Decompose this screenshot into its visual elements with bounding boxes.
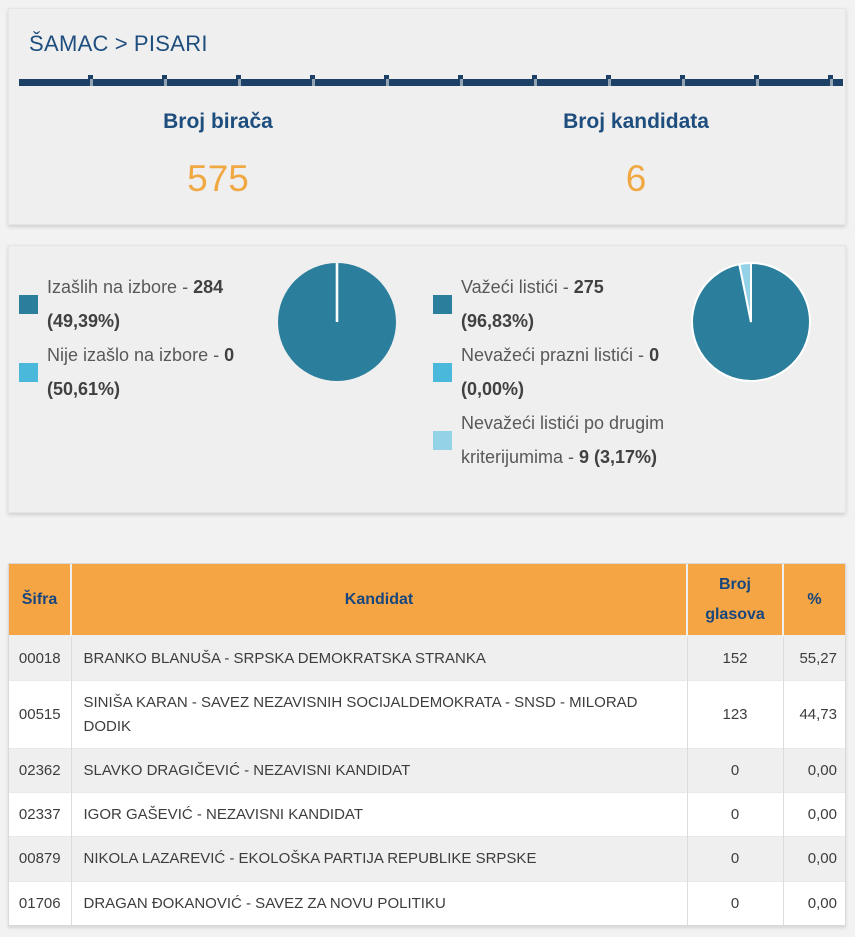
header-votes: Broj glasova: [687, 564, 783, 636]
legend-label: Nevažeći listići po drugim kriterijumima - 9 (3,17%): [461, 413, 665, 467]
table-row: [9, 636, 845, 681]
cell-votes: 0: [687, 748, 783, 792]
cell-code: 00879: [9, 837, 71, 881]
cell-candidate: BRANKO BLANUŠA - SRPSKA DEMOKRATSKA STRANKA: [71, 636, 687, 681]
cell-code: 00018: [9, 636, 71, 681]
stats-row: [9, 110, 845, 200]
cell-votes: 0: [687, 881, 783, 925]
legend-item[interactable]: [19, 338, 269, 406]
breadcrumb: [9, 9, 845, 69]
stat-candidates-value: 6: [625, 158, 647, 199]
table-row: [9, 793, 845, 837]
turnout-legend: [17, 258, 269, 406]
legend-item[interactable]: [433, 270, 683, 338]
table-row: [9, 837, 845, 881]
cell-candidate: SINIŠA KARAN - SAVEZ NEZAVISNIH SOCIJALDEMOKRATA - SNSD - MILORAD DODIK: [71, 681, 687, 749]
stat-voters: [9, 110, 427, 200]
header-code: Šifra: [9, 564, 71, 636]
table-row: [9, 681, 845, 749]
legend-item[interactable]: [433, 338, 683, 406]
cell-percent: 0,00: [783, 793, 845, 837]
legend-swatch: [19, 363, 38, 382]
table-header-row: [9, 564, 845, 636]
ballots-legend: [431, 258, 683, 474]
cell-code: 02337: [9, 793, 71, 837]
header-candidate: Kandidat: [71, 564, 687, 636]
breadcrumb-parent-link[interactable]: ŠAMAC: [29, 31, 109, 56]
cell-candidate: SLAVKO DRAGIČEVIĆ - NEZAVISNI KANDIDAT: [71, 748, 687, 792]
cell-percent: 0,00: [783, 881, 845, 925]
table-row: [9, 748, 845, 792]
stat-voters-label: Broj birača: [163, 110, 273, 133]
turnout-pie-chart[interactable]: [275, 260, 399, 384]
legend-label: Važeći listići - 275 (96,83%): [461, 277, 604, 331]
summary-card: [8, 8, 846, 225]
cell-percent: 0,00: [783, 748, 845, 792]
results-table: [9, 564, 845, 925]
cell-percent: 44,73: [783, 681, 845, 749]
legend-item[interactable]: [433, 406, 683, 474]
charts-card: [8, 245, 846, 513]
turnout-chart-panel: [17, 258, 431, 406]
legend-swatch: [433, 431, 452, 450]
breadcrumb-separator: >: [114, 31, 128, 56]
results-table-card: [8, 563, 846, 926]
stat-voters-value: 575: [187, 158, 249, 199]
legend-label: Nevažeći prazni listići - 0 (0,00%): [461, 345, 660, 399]
breadcrumb-current[interactable]: PISARI: [133, 31, 208, 56]
legend-swatch: [433, 295, 452, 314]
cell-code: 01706: [9, 881, 71, 925]
cell-candidate: IGOR GAŠEVIĆ - NEZAVISNI KANDIDAT: [71, 793, 687, 837]
cell-votes: 0: [687, 793, 783, 837]
cell-votes: 152: [687, 636, 783, 681]
cell-votes: 123: [687, 681, 783, 749]
ballots-chart-panel: [431, 258, 845, 474]
cell-code: 00515: [9, 681, 71, 749]
legend-swatch: [19, 295, 38, 314]
cell-votes: 0: [687, 837, 783, 881]
legend-swatch: [433, 363, 452, 382]
section-divider-bar: [19, 79, 843, 86]
stat-candidates: [427, 110, 845, 200]
legend-item[interactable]: [19, 270, 269, 338]
legend-label: Izašlih na izbore - 284 (49,39%): [47, 277, 224, 331]
cell-percent: 55,27: [783, 636, 845, 681]
legend-label: Nije izašlo na izbore - 0 (50,61%): [47, 345, 235, 399]
ballots-pie-chart[interactable]: [689, 260, 813, 384]
header-percent: %: [783, 564, 845, 636]
stat-candidates-label: Broj kandidata: [563, 110, 709, 133]
cell-candidate: DRAGAN ĐOKANOVIĆ - SAVEZ ZA NOVU POLITIKU: [71, 881, 687, 925]
cell-code: 02362: [9, 748, 71, 792]
cell-candidate: NIKOLA LAZAREVIĆ - EKOLOŠKA PARTIJA REPUBLIKE SRPSKE: [71, 837, 687, 881]
table-row: [9, 881, 845, 925]
cell-percent: 0,00: [783, 837, 845, 881]
